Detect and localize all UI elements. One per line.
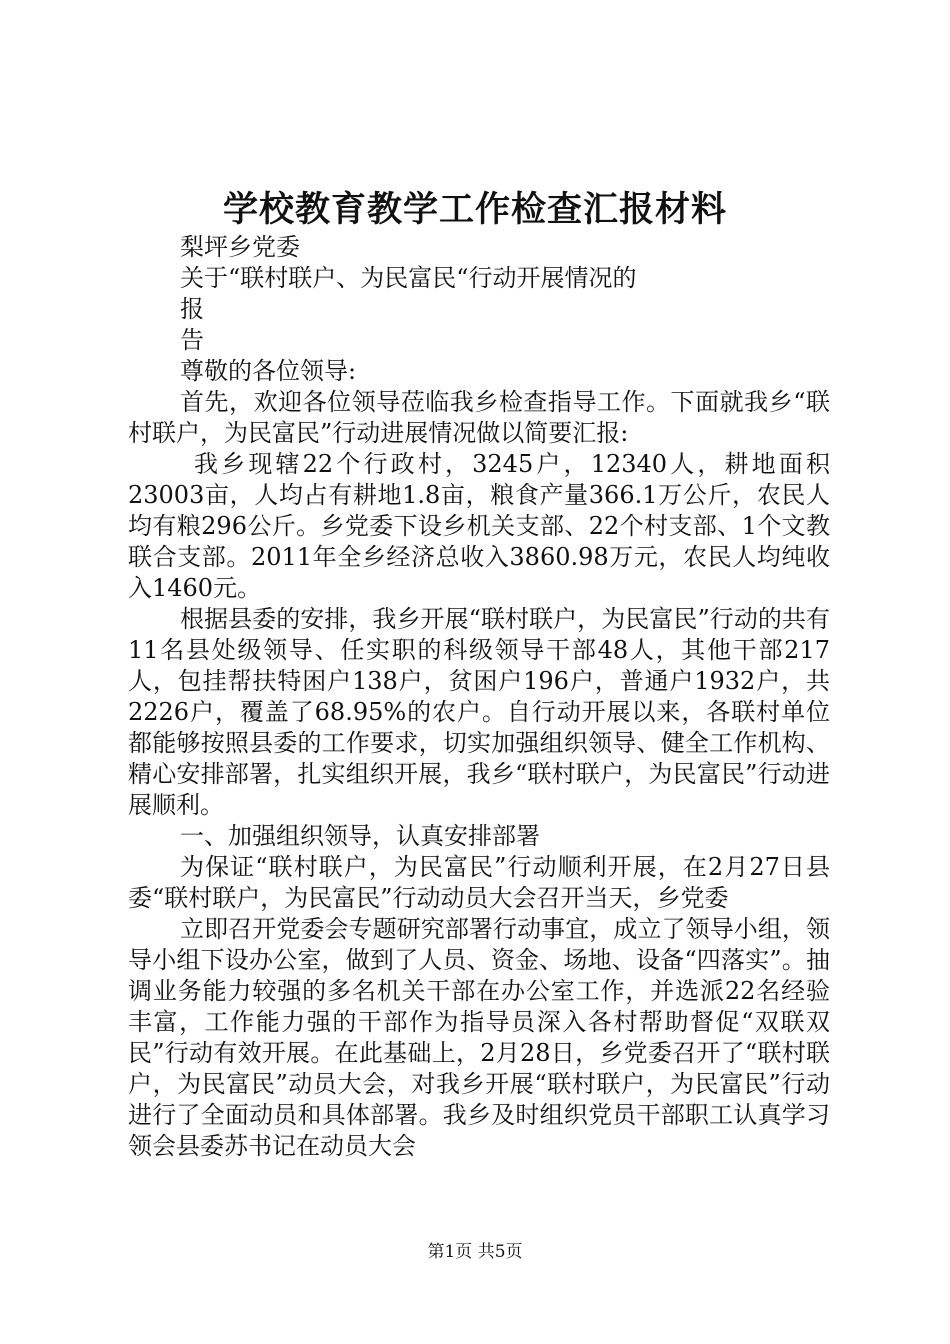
section-heading-1: 一、加强组织领导，认真安排部署 bbox=[180, 822, 540, 850]
subject-line-bao: 报 bbox=[180, 295, 204, 323]
paragraph-section-1a: 为保证“联村联户，为民富民”行动顺利开展，在2月27日县委“联村联户，为民富民”行动动员大会召开当天，乡党委 bbox=[128, 853, 830, 912]
org-line: 梨坪乡党委 bbox=[180, 233, 300, 261]
paragraph-opening: 首先，欢迎各位领导莅临我乡检查指导工作。下面就我乡“联村联户，为民富民”行动进展情况做以简要汇报: bbox=[128, 388, 830, 447]
document-title: 学校教育教学工作检查汇报材料 bbox=[222, 189, 727, 230]
document-body bbox=[128, 232, 830, 1162]
subject-line: 关于“联村联户、为民富民“行动开展情况的 bbox=[180, 264, 637, 292]
paragraph-overview: 我乡现辖22个行政村，3245户，12340人，耕地面积23003亩，人均占有耕地1.8亩，粮食产量366.1万公斤，农民人均有粮296公斤。乡党委下设乡机关支部、22个村支部、1个文教联合支部。2011年全乡经济总收入3860.98万元，农民人均纯收入1460元。 bbox=[128, 450, 830, 602]
page-footer: 第1页 共5页 bbox=[427, 1242, 523, 1262]
subject-line-gao: 告 bbox=[180, 326, 204, 354]
paragraph-section-1b: 立即召开党委会专题研究部署行动事宜，成立了领导小组，领导小组下设办公室，做到了人员、资金、场地、设备“四落实”。抽调业务能力较强的多名机关干部在办公室工作，并选派22名经验丰富，工作能力强的干部作为指导员深入各村帮助督促“双联双民”行动有效开展。在此基础上，2月28日，乡党委召开了“联村联户，为民富民”动员大会，对我乡开展“联村联户，为民富民”行动进行了全面动员和具体部署。我乡及时组织党员干部职工认真学习领会县委苏书记在动员大会 bbox=[128, 915, 830, 1160]
paragraph-arrangement: 根据县委的安排，我乡开展“联村联户，为民富民”行动的共有11名县处级领导、任实职的科级领导干部48人，其他干部217人，包挂帮扶特困户138户，贫困户196户，普通户1932户，共2226户，覆盖了68.95%的农户。自行动开展以来，各联村单位都能够按照县委的工作要求，切实加强组织领导、健全工作机构、精心安排部署，扎实组织开展，我乡“联村联户，为民富民”行动进展顺利。 bbox=[128, 605, 830, 819]
salutation: 尊敬的各位领导: bbox=[180, 357, 357, 385]
